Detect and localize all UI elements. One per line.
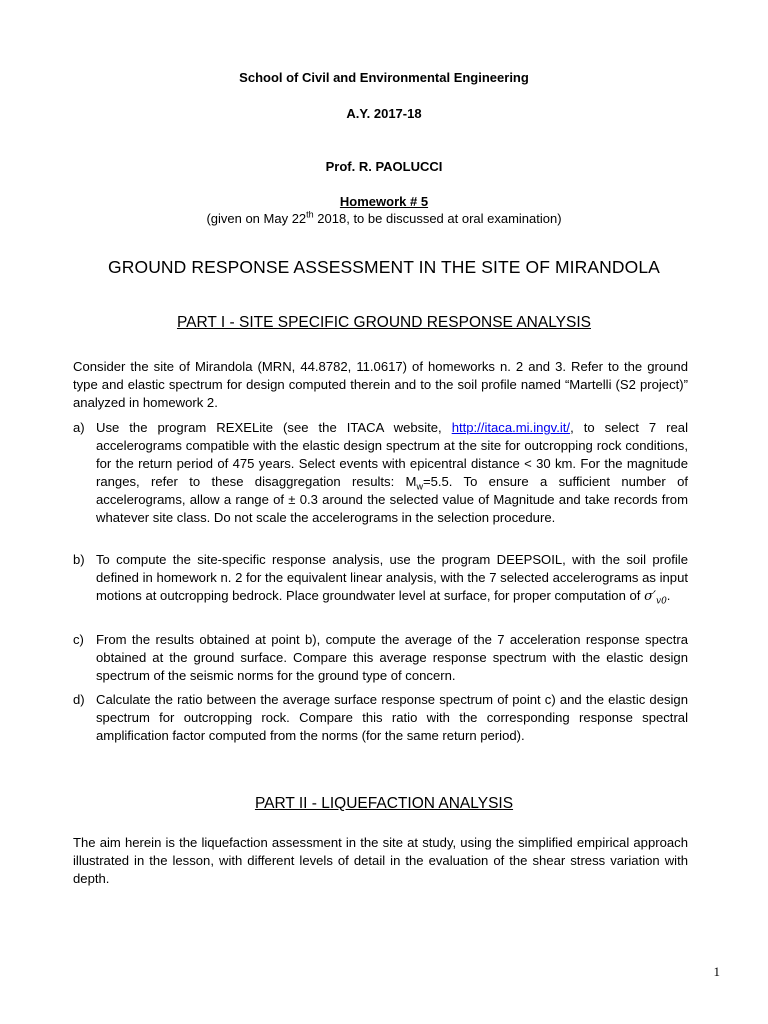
item-a: [73, 419, 688, 527]
item-b-text: [96, 551, 688, 606]
item-c: [73, 631, 688, 685]
page-number: 1: [713, 964, 720, 979]
item-b-label: b): [73, 552, 85, 567]
item-a-text2: , to select 7 real accelerograms compatible with the elastic design spectrum at the site for outcropping rock conditions, for the return period of 475 years. Select events with epicentral distance < 30 km. For the magnitude ranges, refer to these disaggregation results: M: [96, 420, 688, 489]
document-title: GROUND RESPONSE ASSESSMENT IN THE SITE OF MIRANDOLA: [108, 257, 660, 277]
sigma-subscript: v0: [655, 596, 667, 607]
date-note-suffix: 2018, to be discussed at oral examination): [313, 211, 562, 226]
item-a-label: a): [73, 420, 85, 435]
school-name: School of Civil and Environmental Engineering: [239, 70, 529, 85]
academic-year: A.Y. 2017-18: [346, 106, 422, 121]
item-d-label: d): [73, 692, 85, 707]
item-d-text: Calculate the ratio between the average surface response spectrum of point c) and the elastic design spectrum for outcropping rock. Compare this ratio with the corresponding response spectral amplification factor computed from the norms (for the same return period).: [96, 692, 688, 743]
item-d: [73, 691, 688, 745]
item-a-text3: =5.5. To ensure a sufficient number of accelerograms, allow a range of ± 0.3 around the selected value of Magnitude and take records from whatever site class. Do not scale the accelerograms in the selection procedure.: [96, 474, 688, 525]
homework-date-note: [0, 211, 768, 226]
item-a-sub: w: [416, 481, 423, 492]
item-a-text: [96, 419, 688, 527]
part2-intro: The aim herein is the liquefaction assessment in the site at study, using the simplified empirical approach illustrated in the lesson, with different levels of detail in the evaluation of the shear stress variation with depth.: [73, 835, 688, 886]
part1-heading: PART I - SITE SPECIFIC GROUND RESPONSE ANALYSIS: [176, 314, 591, 331]
professor-name: Prof. R. PAOLUCCI: [325, 159, 443, 174]
item-c-label: c): [73, 632, 84, 647]
item-b: [73, 551, 688, 606]
date-note-prefix: (given on May 22: [206, 211, 307, 226]
item-c-text: From the results obtained at point b), compute the average of the 7 acceleration response spectra obtained at the ground surface. Compare this average response spectrum with the elastic design spectrum of the seismic norms for the ground type of concern.: [96, 632, 688, 683]
sigma-symbol: σ′: [644, 589, 656, 604]
part2-heading: PART II - LIQUEFACTION ANALYSIS: [254, 795, 514, 812]
date-note-sup: th: [306, 209, 314, 220]
item-b-end: .: [666, 588, 671, 603]
item-b-body: To compute the site-specific response analysis, use the program DEEPSOIL, with the soil profile defined in homework n. 2 for the equivalent linear analysis, with the 7 selected accelerograms as input motions at outcropping bedrock. Place groundwater level at surface, for proper computation of: [96, 552, 688, 603]
homework-number: Homework # 5: [339, 194, 429, 209]
part1-intro: Consider the site of Mirandola (MRN, 44.8782, 11.0617) of homeworks n. 2 and 3. Refer to the ground type and elastic spectrum for design computed therein and to the soil profile named “Martelli (S2 project)” analyzed in homework 2.: [73, 359, 688, 410]
itaca-website-link[interactable]: http://itaca.mi.ingv.it/: [451, 420, 571, 435]
item-a-text1: Use the program REXELite (see the ITACA website,: [96, 420, 452, 435]
